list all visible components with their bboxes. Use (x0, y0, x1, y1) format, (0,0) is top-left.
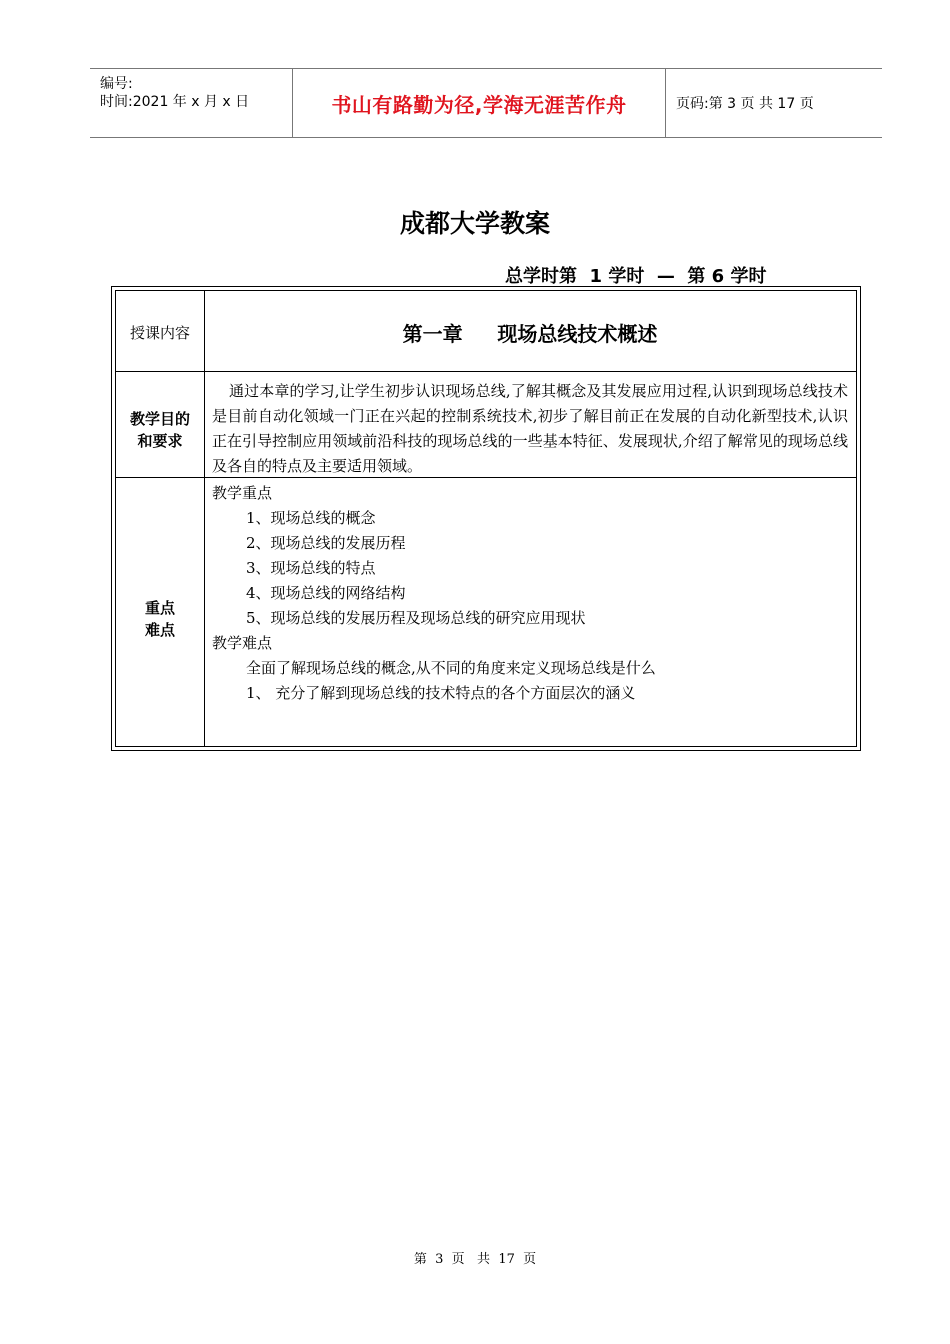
header-motto-cell (292, 69, 666, 137)
difficulties-heading: 教学难点 (212, 634, 273, 652)
total-hours: 总学时第 1 学时 — 第 6 学时 (505, 266, 767, 287)
list-item: 5、现场总线的发展历程及现场总线的研究应用现状 (246, 609, 586, 627)
list-item: 1、 充分了解到现场总线的技术特点的各个方面层次的涵义 (246, 684, 636, 702)
key-difficult-label-line1: 重点 (144, 599, 175, 617)
key-difficult-label-line2: 难点 (144, 621, 175, 639)
lesson-plan-table-inner (115, 290, 857, 747)
page-header (90, 68, 882, 138)
header-meta-cell (90, 69, 292, 137)
chapter-title: 第一章 现场总线技术概述 (402, 322, 658, 346)
lesson-plan-table (111, 286, 861, 751)
course-content-label: 授课内容 (129, 324, 190, 342)
key-points-section (212, 481, 848, 706)
key-points-heading: 教学重点 (212, 484, 273, 502)
objectives-label-line1: 教学目的 (129, 410, 190, 428)
objectives-label-line2: 和要求 (137, 432, 183, 450)
column-divider (204, 291, 205, 746)
list-item: 3、现场总线的特点 (246, 559, 376, 577)
row-divider-1 (116, 371, 856, 372)
header-page-label: 页码:第 3 页 共 17 页 (676, 96, 814, 112)
doc-time-label: 时间:2021 年 x 月 x 日 (100, 94, 250, 110)
objectives-text: 通过本章的学习,让学生初步认识现场总线,了解其概念及其发展应用过程,认识到现场总线技术是目前自动化领域一门正在兴起的控制系统技术,初步了解目前正在发展的自动化新型技术,认识正在引导控制应用领域前沿科技的现场总线的一些基本特征、发展现状,介绍了解常见的现场总线及各自的特点及主要适用领域。 (212, 382, 848, 475)
list-item: 4、现场总线的网络结构 (246, 584, 406, 602)
doc-number-label: 编号: (100, 76, 133, 92)
document-title: 成都大学教案 (399, 209, 550, 238)
page-footer: 第 3 页 共 17 页 (413, 1252, 537, 1267)
header-page-cell (666, 69, 882, 137)
list-item: 全面了解现场总线的概念,从不同的角度来定义现场总线是什么 (246, 659, 656, 677)
motto-text: 书山有路勤为径,学海无涯苦作舟 (331, 92, 627, 117)
list-item: 1、现场总线的概念 (246, 509, 376, 527)
list-item: 2、现场总线的发展历程 (246, 534, 406, 552)
